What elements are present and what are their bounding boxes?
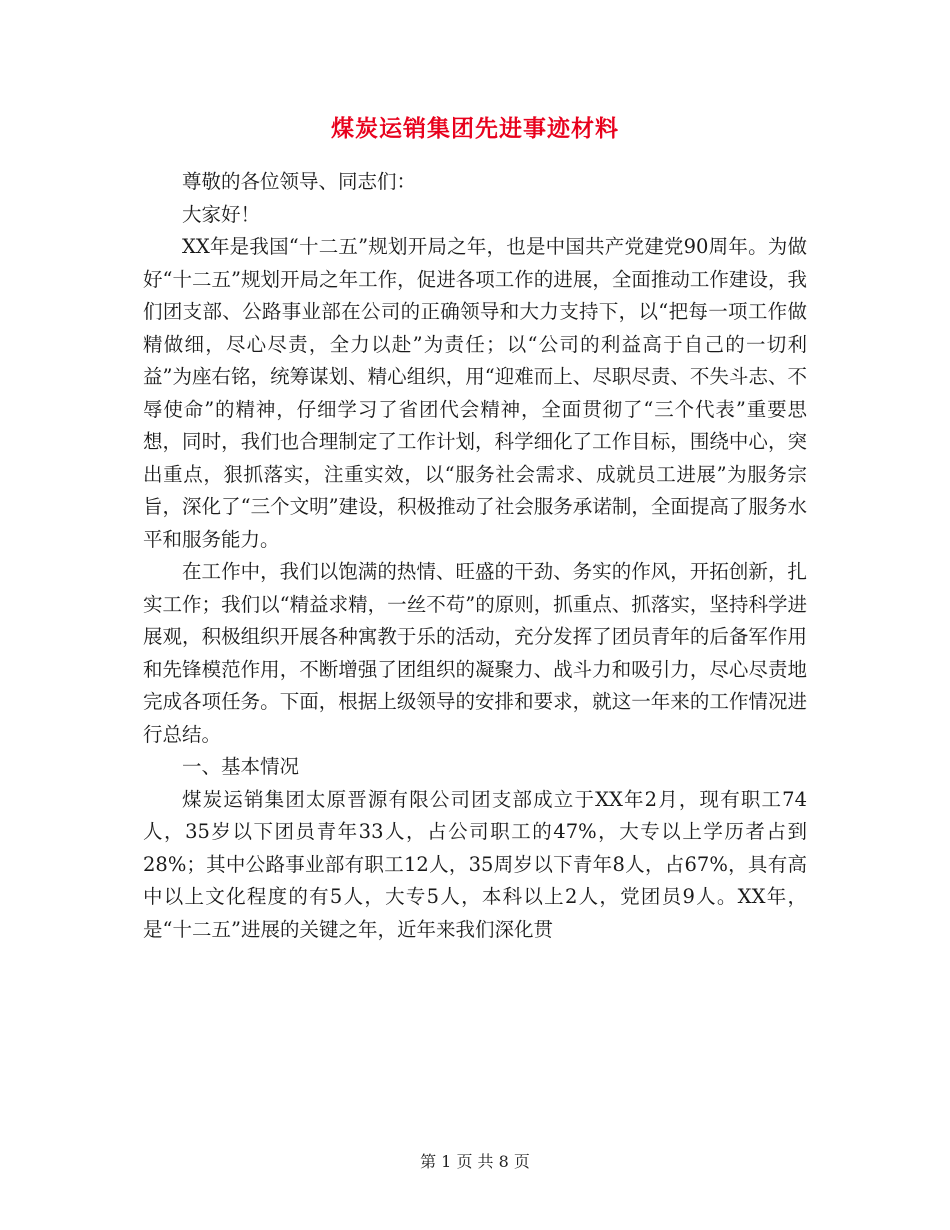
document-title: 煤炭运销集团先进事迹材料 [331,115,619,142]
page-number: 第 1 页 共 8 页 [420,1152,530,1171]
page-footer [0,1152,950,1172]
paragraph-intro: XX年是我国“十二五”规划开局之年，也是中国共产党建党90周年。为做好“十二五”规划开局之年工作，促进各项工作的进展，全面推动工作建设，我们团支部、公路事业部在公司的正确领导和大力支持下，以“把每一项工作做精做细，尽心尽责，全力以赴”为责任；以“公司的利益高于自己的一切利益”为座右铭，统筹谋划、精心组织，用“迎难而上、尽职尽责、不失斗志、不辱使命”的精神，仔细学习了省团代会精神，全面贯彻了“三个代表”重要思想，同时，我们也合理制定了工作计划，科学细化了工作目标，围绕中心，突出重点，狠抓落实，注重实效，以“服务社会需求、成就员工进展”为服务宗旨，深化了“三个文明”建设，积极推动了社会服务承诺制，全面提高了服务水平和服务能力。 [143,235,807,551]
section-heading: 一、基本情况 [182,755,300,778]
greeting: 大家好！ [182,202,261,226]
salutation: 尊敬的各位领导、同志们： [182,170,417,193]
document-body [143,166,807,946]
paragraph-basic-info: 煤炭运销集团太原晋源有限公司团支部成立于XX年2月，现有职工74人，35岁以下团员青年33人，占公司职工的47%，大专以上学历者占到28%；其中公路事业部有职工12人，35周岁以下青年8人，占67%，具有高中以上文化程度的有5人，大专5人，本科以上2人，党团员9人。XX年，是“十二五”进展的关键之年，近年来我们深化贯 [143,787,807,941]
paragraph-work: 在工作中，我们以饱满的热情、旺盛的干劲、务实的作风，开拓创新，扎实工作；我们以“精益求精，一丝不苟”的原则，抓重点、抓落实，坚持科学进展观，积极组织开展各种寓教于乐的活动，充分发挥了团员青年的后备军作用和先锋模范作用，不断增强了团组织的凝聚力、战斗力和吸引力，尽心尽责地完成各项任务。下面，根据上级领导的安排和要求，就这一年来的工作情况进行总结。 [143,560,807,746]
